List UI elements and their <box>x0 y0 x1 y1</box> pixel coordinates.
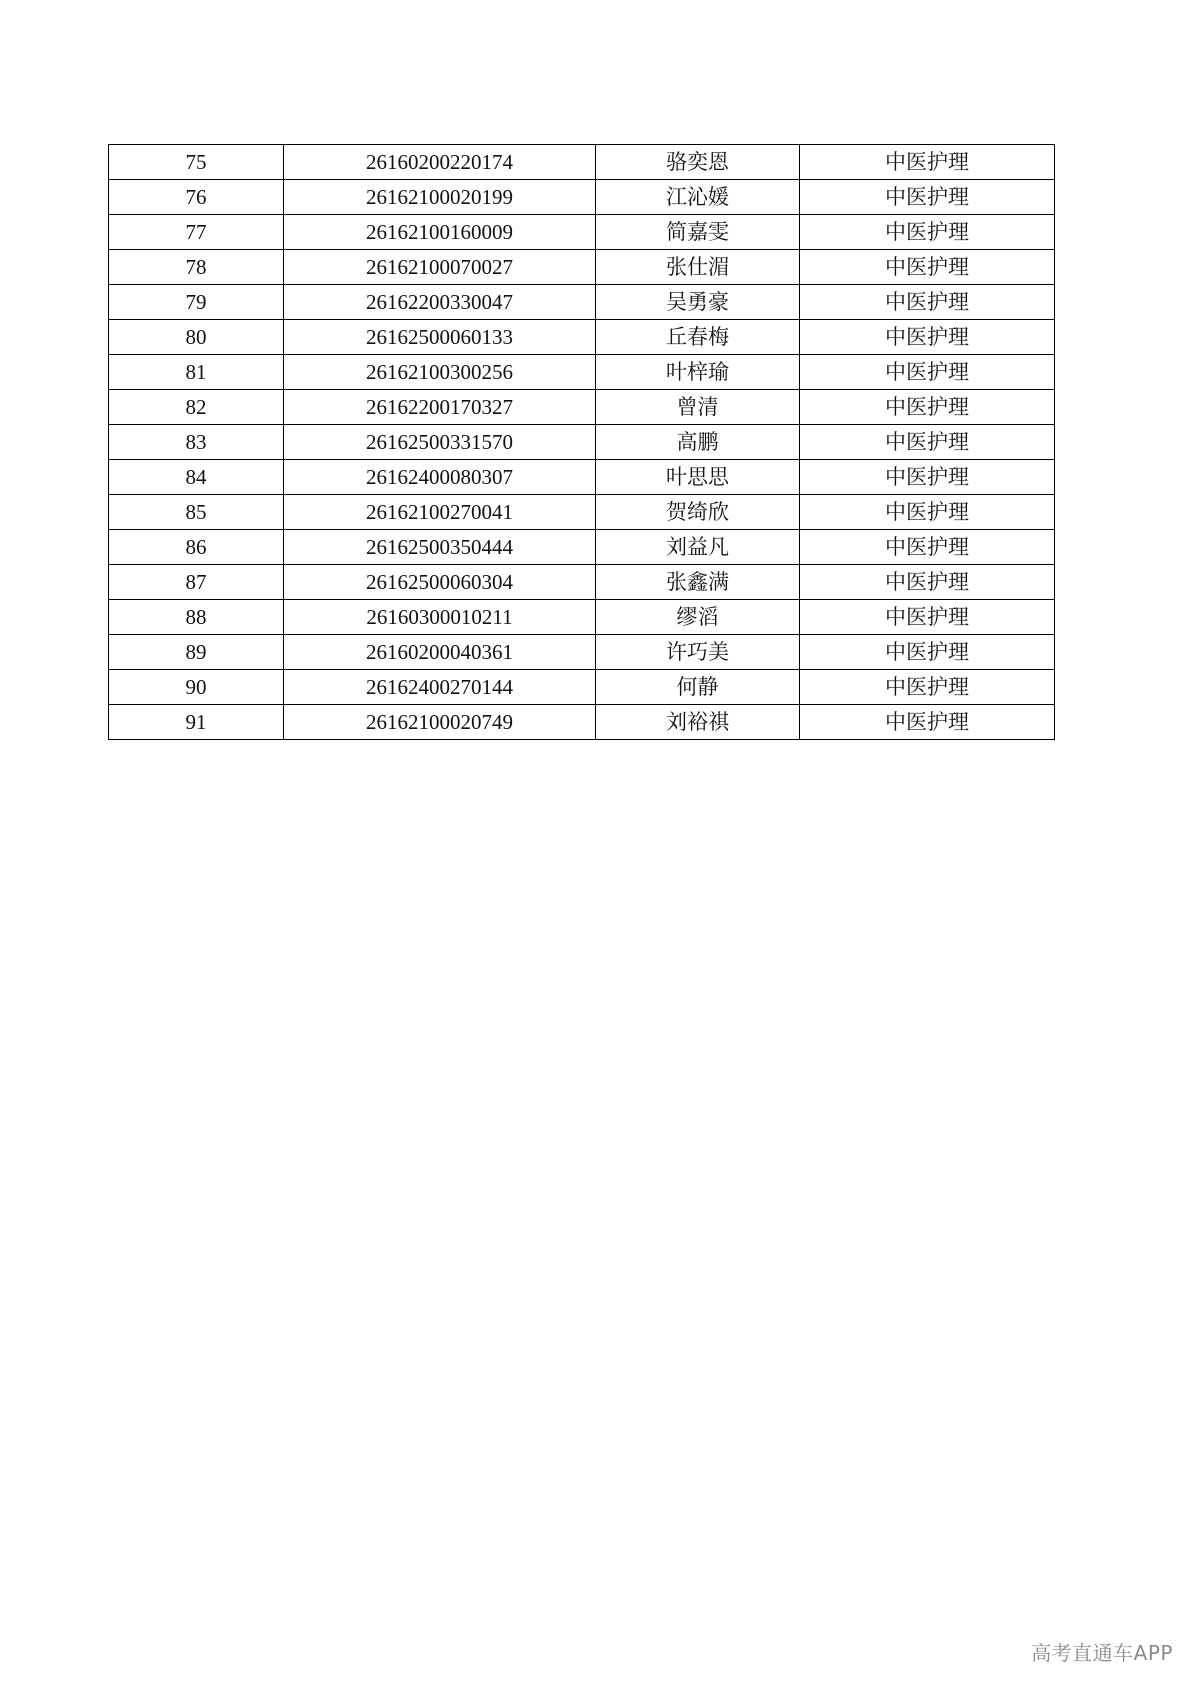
table-row <box>109 320 1055 355</box>
major-cell: 中医护理 <box>800 180 1055 215</box>
table-row <box>109 565 1055 600</box>
row-number-cell: 89 <box>109 635 284 670</box>
candidate-id-cell: 26162500331570 <box>284 425 596 460</box>
major-cell: 中医护理 <box>800 355 1055 390</box>
table-row <box>109 215 1055 250</box>
major-cell: 中医护理 <box>800 250 1055 285</box>
table-row <box>109 530 1055 565</box>
row-number-cell: 91 <box>109 705 284 740</box>
major-cell: 中医护理 <box>800 285 1055 320</box>
major-cell: 中医护理 <box>800 530 1055 565</box>
candidate-id-cell: 26162500350444 <box>284 530 596 565</box>
candidate-id-cell: 26162500060133 <box>284 320 596 355</box>
candidate-id-cell: 26162200170327 <box>284 390 596 425</box>
row-number-cell: 85 <box>109 495 284 530</box>
table-row <box>109 425 1055 460</box>
candidate-id-cell: 26162100070027 <box>284 250 596 285</box>
major-cell: 中医护理 <box>800 600 1055 635</box>
student-name-cell: 贺绮欣 <box>596 495 800 530</box>
student-name-cell: 缪滔 <box>596 600 800 635</box>
table-row <box>109 600 1055 635</box>
table-row <box>109 670 1055 705</box>
major-cell: 中医护理 <box>800 320 1055 355</box>
table-row <box>109 145 1055 180</box>
row-number-cell: 84 <box>109 460 284 495</box>
candidate-id-cell: 26162100160009 <box>284 215 596 250</box>
table-row <box>109 180 1055 215</box>
table-row <box>109 460 1055 495</box>
candidate-id-cell: 26162100270041 <box>284 495 596 530</box>
table-row <box>109 250 1055 285</box>
row-number-cell: 75 <box>109 145 284 180</box>
student-name-cell: 高鹏 <box>596 425 800 460</box>
table-row <box>109 635 1055 670</box>
candidate-id-cell: 26160200040361 <box>284 635 596 670</box>
table-row <box>109 355 1055 390</box>
student-name-cell: 叶思思 <box>596 460 800 495</box>
student-name-cell: 何静 <box>596 670 800 705</box>
student-name-cell: 曾清 <box>596 390 800 425</box>
table-row <box>109 495 1055 530</box>
candidate-id-cell: 26162500060304 <box>284 565 596 600</box>
student-name-cell: 丘春梅 <box>596 320 800 355</box>
table-row <box>109 390 1055 425</box>
student-name-cell: 刘益凡 <box>596 530 800 565</box>
row-number-cell: 82 <box>109 390 284 425</box>
student-name-cell: 许巧美 <box>596 635 800 670</box>
watermark-text: 高考直通车APP <box>1031 1641 1173 1665</box>
student-name-cell: 简嘉雯 <box>596 215 800 250</box>
student-name-cell: 骆奕恩 <box>596 145 800 180</box>
student-table-body <box>109 145 1055 740</box>
major-cell: 中医护理 <box>800 460 1055 495</box>
candidate-id-cell: 26162200330047 <box>284 285 596 320</box>
row-number-cell: 77 <box>109 215 284 250</box>
row-number-cell: 83 <box>109 425 284 460</box>
candidate-id-cell: 26162400080307 <box>284 460 596 495</box>
row-number-cell: 86 <box>109 530 284 565</box>
student-name-cell: 张仕湄 <box>596 250 800 285</box>
student-name-cell: 刘裕祺 <box>596 705 800 740</box>
candidate-id-cell: 26162100300256 <box>284 355 596 390</box>
major-cell: 中医护理 <box>800 425 1055 460</box>
candidate-id-cell: 26162100020199 <box>284 180 596 215</box>
major-cell: 中医护理 <box>800 565 1055 600</box>
row-number-cell: 78 <box>109 250 284 285</box>
student-name-cell: 江沁媛 <box>596 180 800 215</box>
student-name-cell: 吴勇豪 <box>596 285 800 320</box>
row-number-cell: 81 <box>109 355 284 390</box>
major-cell: 中医护理 <box>800 635 1055 670</box>
major-cell: 中医护理 <box>800 390 1055 425</box>
row-number-cell: 76 <box>109 180 284 215</box>
row-number-cell: 80 <box>109 320 284 355</box>
row-number-cell: 90 <box>109 670 284 705</box>
student-table <box>108 144 1055 740</box>
table-row <box>109 705 1055 740</box>
major-cell: 中医护理 <box>800 145 1055 180</box>
student-name-cell: 张鑫满 <box>596 565 800 600</box>
row-number-cell: 79 <box>109 285 284 320</box>
major-cell: 中医护理 <box>800 215 1055 250</box>
row-number-cell: 88 <box>109 600 284 635</box>
candidate-id-cell: 26160200220174 <box>284 145 596 180</box>
candidate-id-cell: 26162100020749 <box>284 705 596 740</box>
major-cell: 中医护理 <box>800 705 1055 740</box>
candidate-id-cell: 26162400270144 <box>284 670 596 705</box>
major-cell: 中医护理 <box>800 670 1055 705</box>
candidate-id-cell: 26160300010211 <box>284 600 596 635</box>
major-cell: 中医护理 <box>800 495 1055 530</box>
table-row <box>109 285 1055 320</box>
student-name-cell: 叶梓瑜 <box>596 355 800 390</box>
row-number-cell: 87 <box>109 565 284 600</box>
